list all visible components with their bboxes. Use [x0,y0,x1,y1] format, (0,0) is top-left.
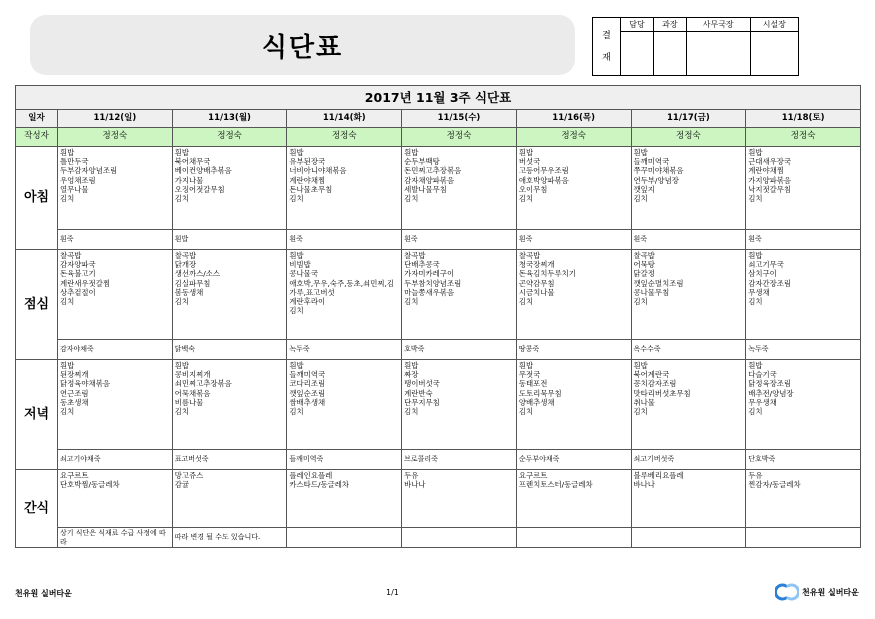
menu-item: 흰밥 [289,148,304,157]
menu-item: 생선까스/소스 [174,269,221,279]
menu-item: 김치 [518,297,534,307]
menu-item: 흰밥 [748,148,763,157]
menu-item: 애호박,무우,숙주,동초,쇠민찌,김가루,표고버섯 [289,278,394,297]
day-header: 11/17(금) [631,110,746,128]
menu-item: 찰곡밥 [633,251,655,260]
menu-item: 카스타드/동글레차 [289,480,350,490]
menu-cell [172,147,287,230]
menu-item: 김치 [60,194,75,204]
day-header: 11/16(목) [516,110,631,128]
menu-item: 계란야채찜 [748,166,784,176]
menu-item: 콩나물무침 [633,287,670,297]
menu-item: 찰곡밥 [174,251,197,260]
snack-cell: 감자야채죽 [58,340,173,360]
menu-item: 계란후라이 [289,297,326,307]
note-cell: 따라 변경 될 수도 있습니다. [172,528,287,548]
writer-name: 정정숙 [402,128,517,147]
menu-item: 김치 [633,297,648,307]
menu-cell [402,250,517,340]
meal-row [16,250,861,340]
menu-item: 감자간장조림 [748,278,792,288]
menu-item: 김치 [289,407,304,417]
menu-cell [172,360,287,450]
menu-cell [516,360,631,450]
menu-item: 김치 [174,407,189,417]
menu-item: 낙지젓갈무침 [748,184,792,194]
meal-row [16,147,861,230]
menu-item: 계란새우젓갈찜 [60,278,110,288]
menu-table [15,85,861,548]
empty-cell [516,528,631,548]
snack-cell: 들깨미역죽 [287,450,402,470]
menu-item: 찐감자/동글레차 [748,480,801,490]
menu-item: 돈나물초무침 [289,184,333,194]
snack-cell: 흰죽 [402,230,517,250]
menu-item: 돈민찌고추장볶음 [404,166,462,176]
menu-item: 흰밥 [404,361,419,370]
menu-item: 북어계란국 [633,370,670,380]
menu-item: 닭정육장조림 [748,379,792,389]
menu-item: 깻잎순멸치조림 [633,278,684,288]
menu-cell [516,470,631,528]
menu-item: 가자미카레구이 [404,269,455,279]
snack-cell: 쇠고기버섯죽 [631,450,746,470]
approval-role: 시설장 [750,18,798,32]
menu-item: 계란반숙 [404,388,433,398]
approval-role: 사무국장 [686,18,750,32]
menu-cell [402,147,517,230]
menu-item: 닭개장 [174,260,197,270]
menu-cell [287,250,402,340]
menu-item: 코다리조림 [289,379,326,389]
menu-item: 틀만두국 [60,157,89,167]
snack-cell: 흰죽 [58,230,173,250]
menu-item: 오이무침 [518,184,548,194]
menu-item: 돈육불고기 [60,269,96,279]
menu-item: 김치 [633,407,648,417]
menu-item: 된장찌개 [60,370,89,380]
menu-item: 단호박찜/동글레차 [60,480,120,490]
menu-item: 찰곡밥 [518,251,541,260]
menu-item: 망고쥬스 [174,471,204,480]
menu-item: 흰밥 [748,251,763,260]
menu-item: 유부된장국 [289,157,326,167]
menu-item: 도토리묵무침 [518,388,562,398]
menu-item: 흰밥 [60,148,75,157]
menu-item: 감자양파국 [60,260,96,270]
menu-item: 흰밥 [633,361,648,370]
menu-item: 단배추콩국 [404,260,440,270]
empty-cell [287,528,402,548]
date-row [16,110,861,128]
snack-cell: 흰죽 [516,230,631,250]
menu-item: 연근조림 [60,388,89,398]
menu-item: 배추전/양념장 [748,388,794,398]
menu-item: 양배추생채 [518,397,555,407]
menu-item: 흰밥 [518,361,534,370]
menu-item: 맛타리버섯초무침 [633,388,691,398]
menu-item: 흰밥 [633,148,648,157]
menu-item: 시금치나물 [518,287,555,297]
menu-item: 흰밥 [518,148,534,157]
menu-item: 열무나물 [60,184,89,194]
menu-cell [58,470,173,528]
menu-cell [58,360,173,450]
menu-item: 꽁치감자조림 [633,379,677,389]
writer-label: 작성자 [16,128,58,147]
menu-cell [631,250,746,340]
footer-org: 천유원 실버타운 [15,589,72,598]
menu-cell [172,250,287,340]
snack-row [16,230,861,250]
menu-item: 김치 [289,194,304,204]
page-number: 1/1 [386,588,399,597]
approval-sign-cell[interactable] [653,32,686,76]
meal-row [16,360,861,450]
menu-item: 블루베리요플레 [633,471,684,480]
menu-item: 계란야채찜 [289,175,326,185]
snack-cell: 녹두죽 [746,340,861,360]
menu-item: 오징어젓갈무침 [174,184,225,194]
snack-cell: 호박죽 [402,340,517,360]
snack-cell: 옥수수죽 [631,340,746,360]
menu-item: 봄동생채 [174,287,204,297]
menu-item: 순두부백탕 [404,157,440,167]
snack-cell: 흰죽 [287,230,402,250]
menu-item: 닭갈정 [633,269,655,279]
menu-item: 김치 [518,194,534,204]
menu-item: 요구르트 [60,471,89,480]
menu-item: 플레인요플레 [289,471,333,480]
logo [775,582,859,602]
snack-cell: 브로콜리죽 [402,450,517,470]
menu-item: 김치 [60,297,75,307]
menu-item: 고등어무우조림 [518,166,569,176]
menu-item: 요구르트 [518,471,548,480]
menu-item: 무우생채 [748,397,777,407]
menu-item: 버섯국 [518,157,541,167]
menu-cell [631,470,746,528]
menu-item: 감귤 [174,480,189,490]
menu-item: 찰곡밥 [404,251,426,260]
approval-role: 과장 [653,18,686,32]
menu-item: 김치 [174,297,189,307]
menu-item: 김치 [633,194,648,204]
menu-cell [58,147,173,230]
day-header: 11/13(월) [172,110,287,128]
menu-item: 흰밥 [289,361,304,370]
menu-item: 김치 [748,407,763,417]
menu-item: 흰밥 [748,361,763,370]
menu-item: 마늘쫑새우볶음 [404,287,455,297]
approval-box [592,17,799,76]
menu-item: 쇠고기무국 [748,260,784,270]
writer-row [16,128,861,147]
menu-item: 김치 [404,194,419,204]
snack-cell: 단호박죽 [746,450,861,470]
empty-cell [402,528,517,548]
day-header: 11/14(화) [287,110,402,128]
writer-name: 정정숙 [58,128,173,147]
menu-item: 찰곡밥 [60,251,82,260]
menu-item: 김치 [518,407,534,417]
snack-cell: 닭백숙 [172,340,287,360]
menu-item: 김치 [404,407,419,417]
menu-item: 김치 [404,297,419,307]
menu-item: 너비아니야채볶음 [289,166,347,176]
day-header: 11/15(수) [402,110,517,128]
menu-item: 바나나 [404,480,426,490]
menu-item: 청국장찌개 [518,260,555,270]
menu-cell [746,360,861,450]
menu-item: 가지나물 [174,175,204,185]
snack-row [16,340,861,360]
snack-cell: 순두부야채죽 [516,450,631,470]
approval-sign-cell[interactable] [621,32,654,76]
snack-cell: 표고버섯죽 [172,450,287,470]
menu-cell [58,250,173,340]
menu-item: 두유 [748,471,763,480]
meal-row [16,470,861,528]
menu-item: 김치 [174,194,189,204]
menu-item: 들깨미역국 [289,370,326,380]
meal-label: 간식 [16,470,58,548]
meal-label: 저녁 [16,360,58,470]
menu-item: 우엉채조림 [60,175,96,185]
menu-item: 쌈배추생채 [289,397,326,407]
menu-item: 깻잎지 [633,184,655,194]
menu-cell [287,470,402,528]
note-cell: 상기 식단은 식재료 수급 사정에 따라 [58,528,173,548]
menu-item: 김치 [289,306,304,316]
menu-item: 바나나 [633,480,655,490]
menu-item: 김실파무침 [174,278,211,288]
menu-item: 삼치구이 [748,269,777,279]
snack-cell: 흰죽 [631,230,746,250]
day-header: 11/12(일) [58,110,173,128]
menu-item: 김치 [748,297,763,307]
menu-item: 땡이버섯국 [404,379,440,389]
menu-item: 프렌치토스터/동글레차 [518,480,593,490]
menu-item: 어묵탕 [633,260,655,270]
menu-item: 쭈꾸미야채볶음 [633,166,684,176]
menu-item: 돈육김치두루치기 [518,269,576,279]
menu-item: 단무지무침 [404,397,440,407]
menu-item: 비름나물 [174,397,204,407]
approval-sign-cell[interactable] [750,32,798,76]
approval-sign-cell[interactable] [686,32,750,76]
menu-item: 흰밥 [289,251,304,260]
menu-item: 동태포전 [518,379,548,389]
menu-item: 세발나물무침 [404,184,447,194]
menu-item: 무젓국 [518,370,541,380]
menu-item: 들깨미역국 [633,157,670,167]
menu-item: 흰밥 [60,361,75,370]
writer-name: 정정숙 [516,128,631,147]
snack-row [16,450,861,470]
title-box [30,15,575,75]
snack-cell: 녹두죽 [287,340,402,360]
snack-row [16,528,861,548]
menu-item: 콩나물국 [289,269,318,279]
writer-name: 정정숙 [287,128,402,147]
menu-cell [402,470,517,528]
menu-item: 깻잎순조림 [289,388,326,398]
menu-item: 베이컨양배추볶음 [174,166,232,176]
snack-cell: 흰밥 [172,230,287,250]
menu-item: 비빔밥 [289,260,311,270]
menu-item: 흰밥 [404,148,419,157]
menu-cell [402,360,517,450]
menu-item: 콩비지찌개 [174,370,211,380]
page-title: 식단표 [261,32,344,63]
snack-cell: 흰죽 [746,230,861,250]
menu-item: 연두부/양념장 [633,175,679,185]
writer-name: 정정숙 [746,128,861,147]
menu-cell [631,147,746,230]
menu-item: 상추겉절이 [60,287,96,297]
menu-cell [746,250,861,340]
snack-cell: 쇠고기야채죽 [58,450,173,470]
menu-item: 북어채무국 [174,157,211,167]
week-title: 2017년 11월 3주 식단표 [16,86,861,110]
date-label: 일자 [16,110,58,128]
menu-item: 두부감자양념조림 [60,166,118,176]
menu-item: 김치 [748,194,763,204]
menu-item: 감자채양파볶음 [404,175,455,185]
menu-item: 가지양파볶음 [748,175,792,185]
menu-cell [631,360,746,450]
snack-cell: 땅콩죽 [516,340,631,360]
logo-text: 천유원 실버타운 [802,587,859,597]
logo-icon [775,582,799,602]
menu-item: 취나물 [633,397,655,407]
menu-cell [287,360,402,450]
menu-item: 김치 [60,407,75,417]
approval-label: 결 재 [593,18,621,76]
menu-item: 쇠민찌고추장볶음 [174,379,232,389]
approval-role: 담당 [621,18,654,32]
menu-item: 근대새우장국 [748,157,792,167]
empty-cell [631,528,746,548]
menu-cell [516,250,631,340]
menu-cell [172,470,287,528]
meal-label: 점심 [16,250,58,360]
menu-item: 두유 [404,471,419,480]
writer-name: 정정숙 [631,128,746,147]
meal-label: 아침 [16,147,58,250]
menu-item: 다슬기국 [748,370,777,380]
empty-cell [746,528,861,548]
menu-item: 닭정육야채볶음 [60,379,110,389]
day-header: 11/18(토) [746,110,861,128]
menu-item: 어묵채볶음 [174,388,211,398]
menu-item: 흰밥 [174,361,189,370]
menu-item: 동초생채 [60,397,89,407]
menu-cell [746,147,861,230]
menu-item: 흰밥 [174,148,189,157]
menu-item: 무생채 [748,287,770,297]
menu-item: 짜장 [404,370,419,380]
menu-item: 애호박양파볶음 [518,175,569,185]
menu-item: 곤약감무침 [518,278,555,288]
menu-cell [746,470,861,528]
menu-item: 두부참치양념조림 [404,278,462,288]
menu-cell [516,147,631,230]
menu-cell [287,147,402,230]
writer-name: 정정숙 [172,128,287,147]
